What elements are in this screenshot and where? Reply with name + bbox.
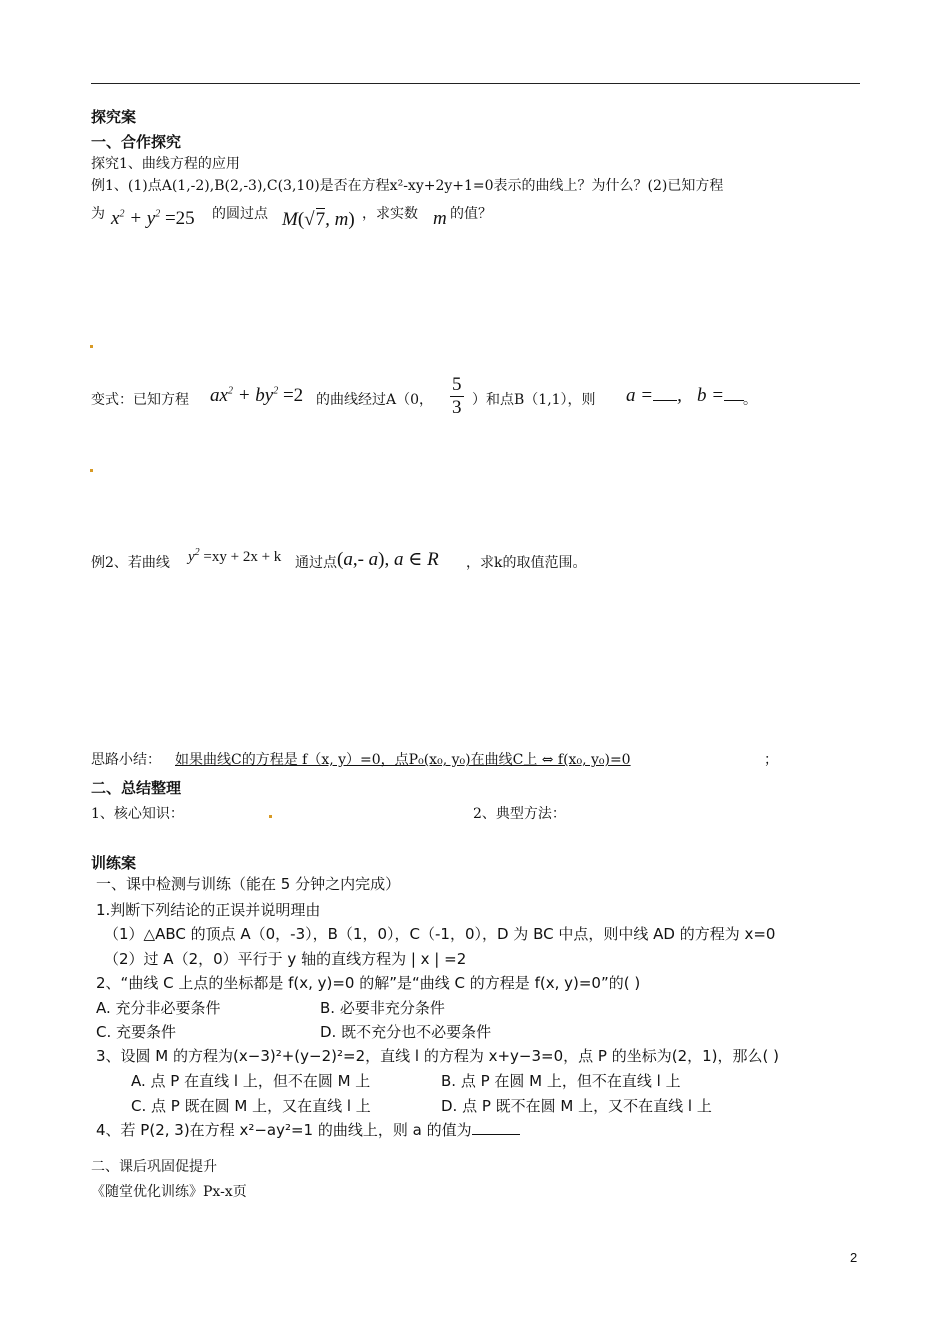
example1-line2-mid2: ，求实数 <box>362 206 418 222</box>
typical-methods-label: 2、典型方法： <box>473 806 566 822</box>
marker-dot <box>90 345 93 348</box>
variant-fraction <box>450 374 464 419</box>
question2-option-b: B. 必要非充分条件 <box>320 999 445 1017</box>
question3: 3、设圆 M 的方程为(x−3)²+(y−2)²=2，直线 l 的方程为 x+y−3=0，点 P 的坐标为(2，1)，那么( ) <box>96 1047 779 1065</box>
training-subtitle-1: 一、课中检测与训练（能在 5 分钟之内完成） <box>96 875 401 893</box>
question3-option-b: B. 点 P 在圆 M 上，但不在直线 l 上 <box>441 1072 681 1090</box>
header-rule <box>91 83 860 84</box>
example2-prefix: 例2、若曲线 <box>91 555 170 571</box>
example1-line2-prefix: 为 <box>91 206 105 222</box>
variant-mid2: ）和点B（1,1），则 <box>472 392 596 408</box>
example1-circle-equation: $x^2 + y^2 =25$ <box>111 208 195 229</box>
explore1-title: 探究1、曲线方程的应用 <box>91 156 240 172</box>
variant-b: b = <box>697 385 744 407</box>
example2-end: ，求k的取值范围。 <box>466 555 587 571</box>
marker-dot <box>90 469 93 472</box>
question3-option-d: D. 点 P 既不在圆 M 上，又不在直线 l 上 <box>441 1097 712 1115</box>
question1-item1: （1）△ABC 的顶点 A（0，-3），B（1，0），C（-1，0），D 为 BC 中点，则中线 AD 的方程为 x=0 <box>104 925 776 943</box>
fraction-denominator: 3 <box>452 397 462 418</box>
summary-label: 思路小结： <box>91 752 161 768</box>
example1-line1: 例1、(1)点A(1,-2),B(2,-3),C(3,10)是否在方程x²-xy+2y+1=0表示的曲线上？为什么？(2)已知方程 <box>91 178 724 194</box>
example2-equation: $y^2 =xy + 2x + k$ <box>188 547 282 565</box>
homework-reference: 《随堂优化训练》Px-x页 <box>91 1184 247 1200</box>
example2-mid: 通过点 <box>295 555 337 571</box>
question2-option-c: C. 充要条件 <box>96 1023 177 1041</box>
example1-line2-mid: 的圆过点 <box>212 206 268 222</box>
variant-a: a = , <box>626 385 682 406</box>
summary-text: 如果曲线C的方程是 f（x, y）=0，点P₀(x₀, y₀)在曲线C上 ⇔ f(x₀, y₀)=0 <box>175 752 631 768</box>
question2-option-d: D. 既不充分也不必要条件 <box>320 1023 492 1041</box>
question3-option-a: A. 点 P 在直线 l 上，但不在圆 M 上 <box>131 1072 371 1090</box>
variant-prefix: 变式：已知方程 <box>91 392 189 408</box>
example1-point-M: M(√7, m) <box>282 209 355 230</box>
variant-end: 。 <box>743 392 757 408</box>
question1-item2: （2）过 A（2，0）平行于 y 轴的直线方程为 | x | =2 <box>104 950 467 968</box>
section2-title: 二、总结整理 <box>91 779 182 797</box>
example2-point: (a,- a), a ∈ R <box>337 549 439 570</box>
fraction-numerator: 5 <box>452 374 462 395</box>
core-knowledge-label: 1、核心知识： <box>91 806 184 822</box>
summary-end: ； <box>764 752 778 768</box>
question2: 2、“曲线 C 上点的坐标都是 f(x, y)=0 的解”是“曲线 C 的方程是 f(x, y)=0”的( ) <box>96 974 641 992</box>
variant-equation: $ax^2 + by^2 =2$ <box>210 385 304 406</box>
example1-line2-end: 的值？ <box>450 206 492 222</box>
training-title: 训练案 <box>91 854 137 872</box>
question3-option-c: C. 点 P 既在圆 M 上，又在直线 l 上 <box>131 1097 371 1115</box>
question1-title: 1.判断下列结论的正误并说明理由 <box>96 901 321 919</box>
variant-mid: 的曲线经过A（0， <box>316 392 434 408</box>
question2-option-a: A. 充分非必要条件 <box>96 999 221 1017</box>
marker-dot <box>269 815 272 818</box>
training-subtitle-2: 二、课后巩固促提升 <box>91 1159 217 1175</box>
question4: 4、若 P(2, 3)在方程 x²−ay²=1 的曲线上，则 a 的值为 <box>96 1119 520 1140</box>
page-number: 2 <box>850 1250 858 1265</box>
inquiry-title: 探究案 <box>91 108 137 126</box>
section1-title: 一、合作探究 <box>91 133 182 151</box>
example1-m: m <box>433 208 447 229</box>
